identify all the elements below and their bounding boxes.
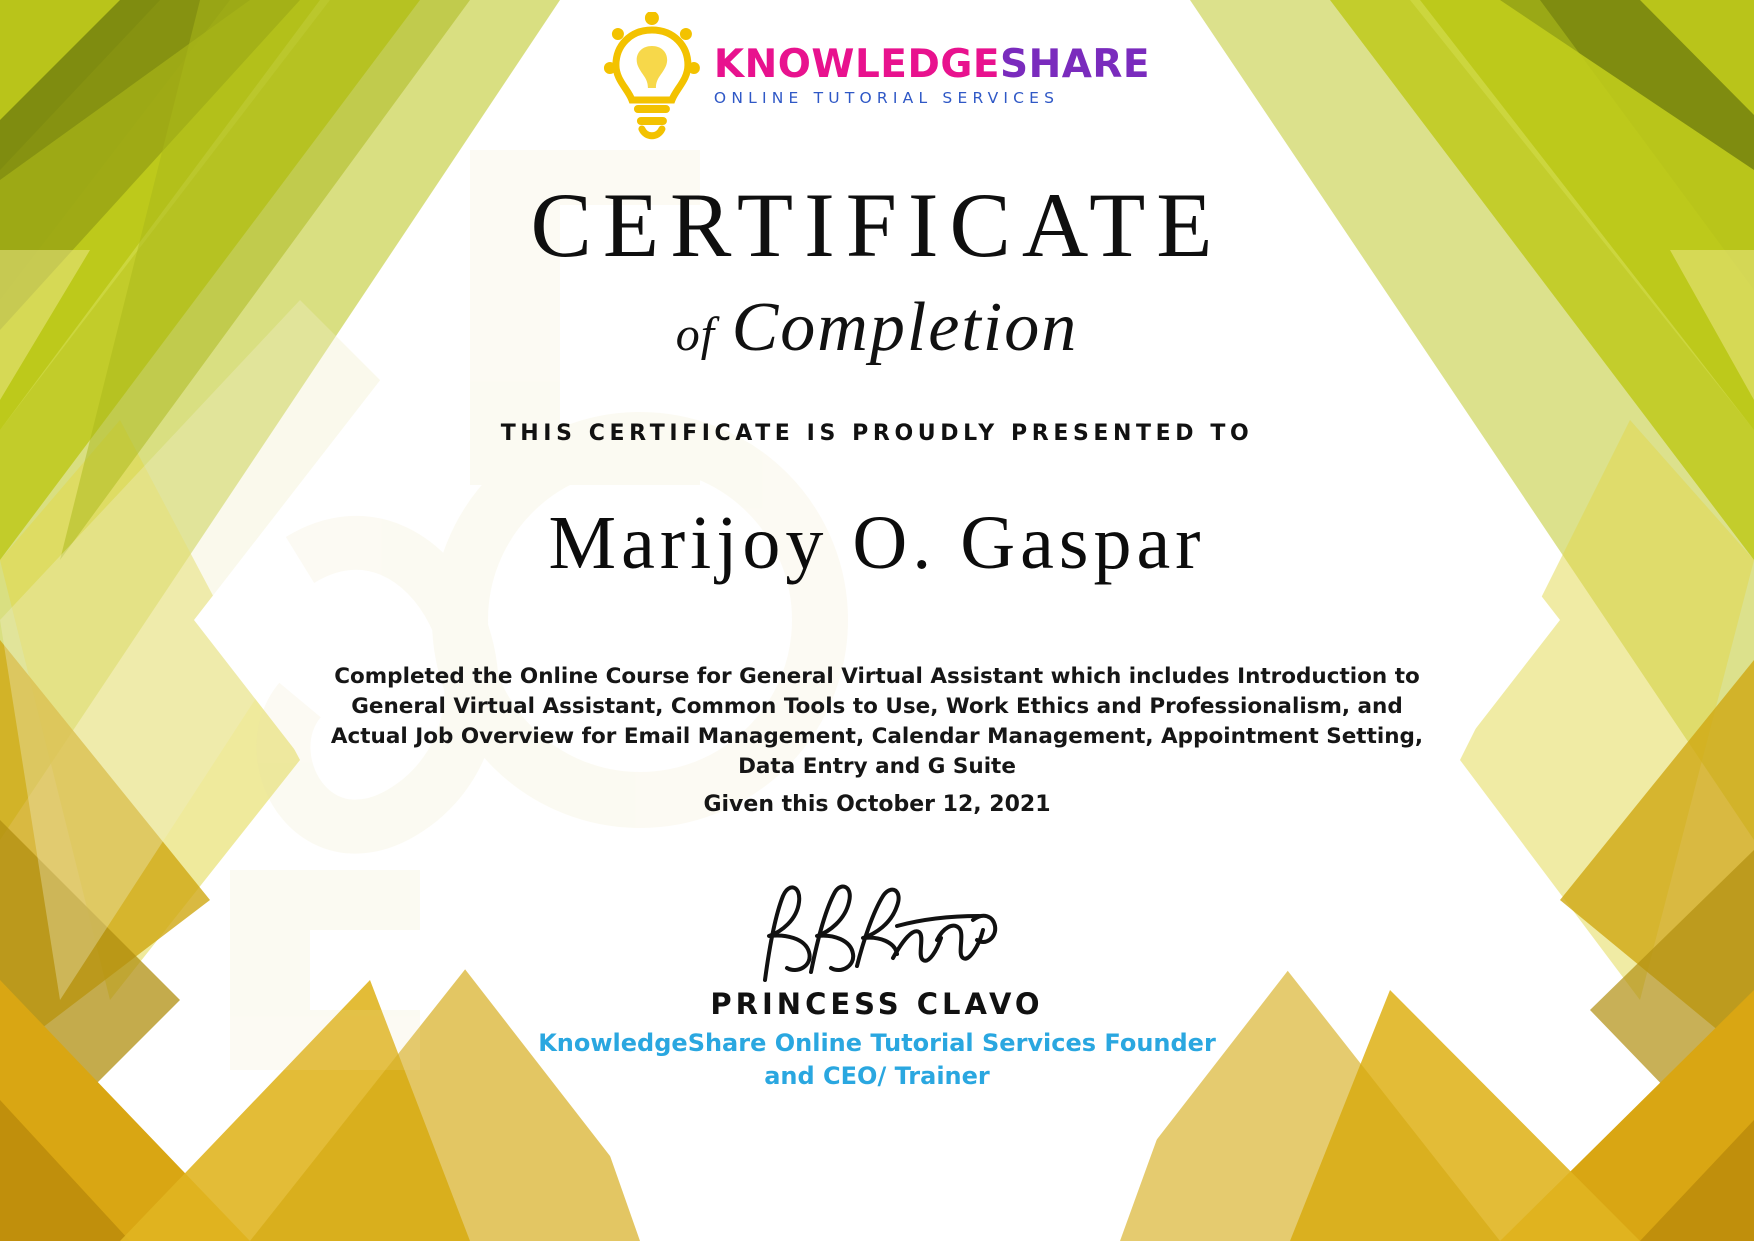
brand-logo	[604, 12, 1150, 140]
certificate-subtitle-prefix: of	[675, 308, 716, 361]
signatory-role-line2: and CEO/ Trainer	[764, 1062, 990, 1090]
certificate-subtitle	[0, 288, 1754, 368]
lightbulb-people-icon	[604, 12, 700, 140]
logo-title-part2: SHARE	[999, 42, 1151, 88]
logo-title-part1: KNOWLEDGE	[713, 42, 1000, 88]
signature-mark	[0, 880, 1754, 985]
given-date: Given this October 12, 2021	[703, 792, 1051, 817]
logo-title	[713, 42, 1151, 88]
recipient-name: Marijoy O. Gaspar	[548, 501, 1206, 585]
body-description: Completed the Online Course for General Virtual Assistant which includes Introduction to General Virtual Assistant, Common Tools to Use, Work Ethics and Professionalism, and Actual Job Overview for Email Management, Calendar Management, Appointment Setting, Data Entry and G Suite	[330, 664, 1424, 779]
signatory-name: PRINCESS CLAVO	[710, 987, 1044, 1021]
presented-to-line: THIS CERTIFICATE IS PROUDLY PRESENTED TO	[500, 421, 1254, 446]
signatory-role-line1: KnowledgeShare Online Tutorial Services Founder	[538, 1029, 1216, 1057]
signatory-role	[0, 1027, 1754, 1093]
certificate-body-text	[312, 662, 1442, 820]
certificate-subtitle-word: Completion	[731, 289, 1079, 366]
signature-block	[0, 880, 1754, 1093]
handwritten-signature-icon	[747, 880, 1007, 985]
certificate-title: CERTIFICATE	[530, 174, 1224, 276]
logo-subtitle: ONLINE TUTORIAL SERVICES	[713, 89, 1060, 108]
